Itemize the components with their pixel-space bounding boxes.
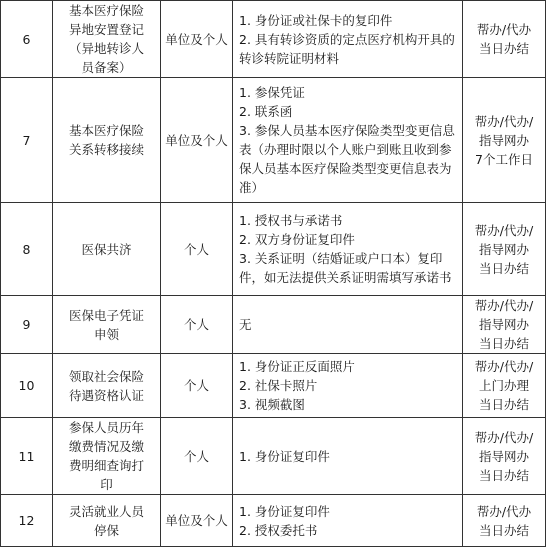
service-name: 灵活就业人员停保: [53, 495, 161, 547]
required-materials: 1. 身份证复印件: [233, 418, 463, 495]
service-name: 基本医疗保险异地安置登记（异地转诊人员备案）: [53, 1, 161, 78]
service-name: 领取社会保险待遇资格认证: [53, 354, 161, 418]
required-materials: 1. 参保凭证 2. 联系函 3. 参保人员基本医疗保险类型变更信息表（办理时限以个人账户到账且收到参保人员基本医疗保险类型变更信息表为准）: [233, 78, 463, 203]
applicant-type: 个人: [161, 354, 233, 418]
service-mode: 帮办/代办/ 指导网办 当日办结: [463, 203, 546, 296]
service-mode: 帮办/代办/ 指导网办 当日办结: [463, 296, 546, 354]
required-materials: 1. 身份证正反面照片 2. 社保卡照片 3. 视频截图: [233, 354, 463, 418]
row-number: 6: [1, 1, 53, 78]
row-number: 12: [1, 495, 53, 547]
applicant-type: 个人: [161, 418, 233, 495]
row-number: 7: [1, 78, 53, 203]
table-row: [1, 296, 546, 354]
table-row: [1, 495, 546, 547]
service-mode: 帮办/代办/ 指导网办 当日办结: [463, 418, 546, 495]
service-mode: 帮办/代办 当日办结: [463, 495, 546, 547]
required-materials: 无: [233, 296, 463, 354]
required-materials: 1. 授权书与承诺书 2. 双方身份证复印件 3. 关系证明（结婚证或户口本）复印件，如无法提供关系证明需填写承诺书: [233, 203, 463, 296]
service-mode: 帮办/代办/ 指导网办 7个工作日: [463, 78, 546, 203]
service-name: 基本医疗保险关系转移接续: [53, 78, 161, 203]
applicant-type: 个人: [161, 296, 233, 354]
applicant-type: 个人: [161, 203, 233, 296]
applicant-type: 单位及个人: [161, 495, 233, 547]
service-mode: 帮办/代办/ 上门办理 当日办结: [463, 354, 546, 418]
row-number: 11: [1, 418, 53, 495]
service-name: 医保共济: [53, 203, 161, 296]
table-row: [1, 1, 546, 78]
service-mode: 帮办/代办 当日办结: [463, 1, 546, 78]
table-row: [1, 203, 546, 296]
required-materials: 1. 身份证或社保卡的复印件 2. 具有转诊资质的定点医疗机构开具的转诊转院证明材料: [233, 1, 463, 78]
applicant-type: 单位及个人: [161, 1, 233, 78]
applicant-type: 单位及个人: [161, 78, 233, 203]
row-number: 8: [1, 203, 53, 296]
service-name: 医保电子凭证申领: [53, 296, 161, 354]
table-row: [1, 354, 546, 418]
required-materials: 1. 身份证复印件 2. 授权委托书: [233, 495, 463, 547]
table-row: [1, 78, 546, 203]
table-row: [1, 418, 546, 495]
row-number: 9: [1, 296, 53, 354]
service-name: 参保人员历年缴费情况及缴费明细查询打印: [53, 418, 161, 495]
row-number: 10: [1, 354, 53, 418]
